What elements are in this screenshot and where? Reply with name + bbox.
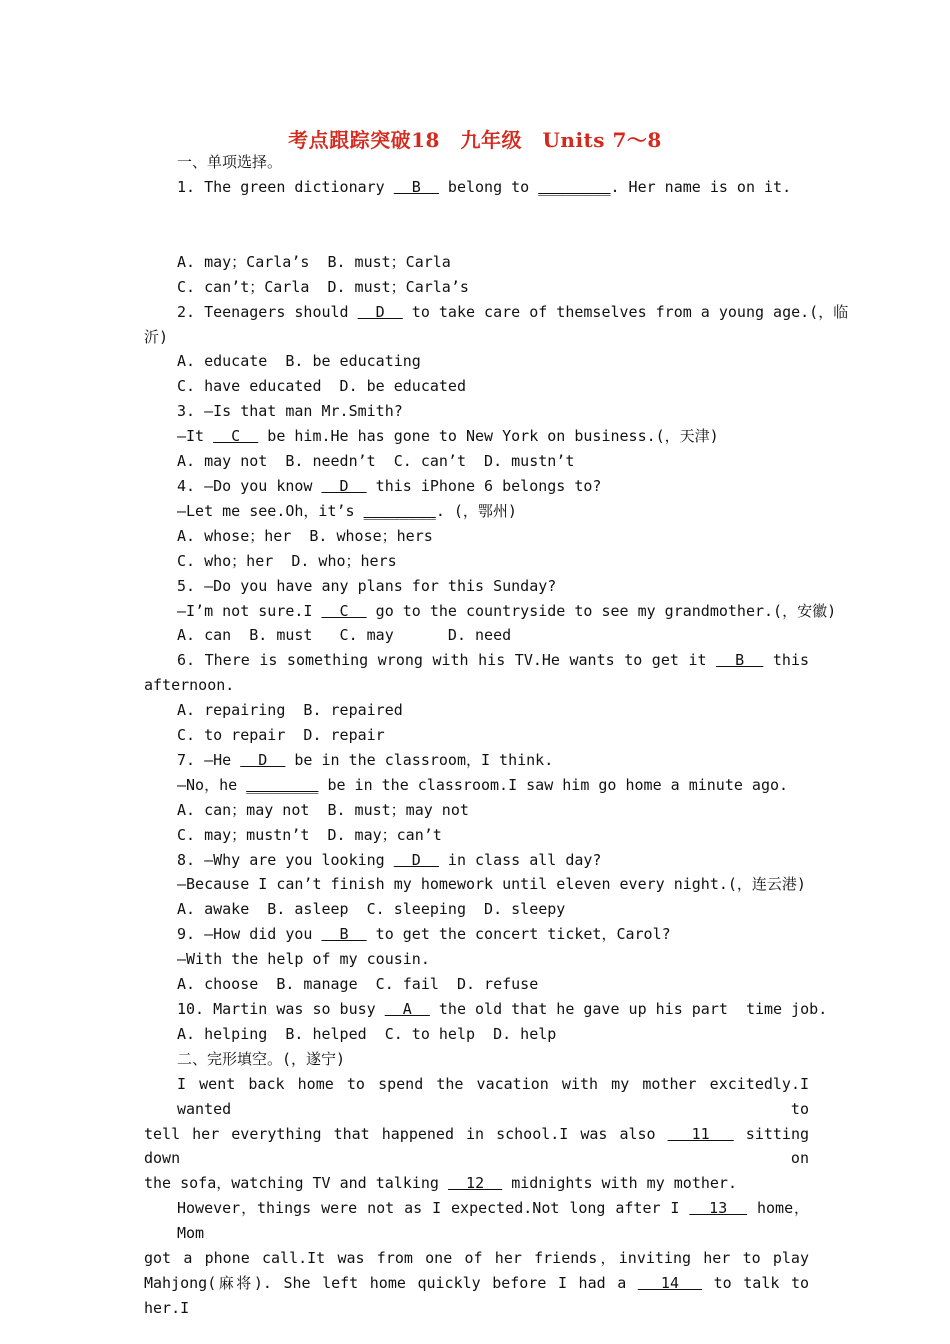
question-4-reply: —Let me see.Oh，it’s ________. (，鄂州) (177, 501, 517, 520)
answer-3: C (213, 427, 259, 446)
answer-5: C (321, 601, 367, 620)
question-9-reply: —With the help of my cousin. (177, 950, 430, 969)
answer-7: D (240, 750, 286, 769)
question-10: 10. Martin was so busy A the old that he gave up his part time job. (177, 1000, 828, 1018)
question-9-options: A. choose B. manage C. fail D. refuse (177, 975, 539, 994)
blank-14: 14 (637, 1273, 703, 1292)
question-2-cont: 沂) (144, 327, 169, 346)
question-10-options: A. helping B. helped C. to help D. help (177, 1024, 557, 1043)
blank-12: 12 (448, 1174, 503, 1193)
question-4-options-1: A. whose；her B. whose；hers (177, 526, 433, 545)
page-title: 考点跟踪突破18 九年级 Units 7～8 (288, 128, 662, 152)
question-1-options-1: A. may；Carla’s B. must；Carla (177, 252, 451, 271)
answer-9: B (321, 925, 367, 944)
cloze-paragraph-2-line-2: got a phone call.It was from one of her friends，inviting her to play (144, 1249, 809, 1268)
cloze-paragraph-1-line-1: I went back home to spend the vacation with my mother excitedly.I wanted to (177, 1074, 809, 1118)
question-3-options: A. may not B. needn’t C. can’t D. mustn’t (177, 452, 575, 471)
question-7-options-1: A. can；may not B. must；may not (177, 800, 469, 819)
question-7-options-2: C. may；mustn’t D. may；can’t (177, 825, 442, 844)
question-4-options-2: C. who；her D. who；hers (177, 551, 397, 570)
question-3: 3. —Is that man Mr.Smith? (177, 402, 403, 421)
question-7: 7. —He D be in the classroom，I think. (177, 750, 554, 769)
question-5: 5. —Do you have any plans for this Sunday? (177, 576, 557, 595)
cloze-paragraph-1-line-2: tell her everything that happened in school.I was also 11 sitting down on (144, 1124, 810, 1168)
question-7-reply: —No，he ________ be in the classroom.I saw him go home a minute ago. (177, 775, 789, 794)
blank-11: 11 (667, 1124, 734, 1143)
blank-13: 13 (689, 1199, 748, 1218)
question-6: 6. There is something wrong with his TV.He wants to get it B this (177, 651, 810, 670)
question-4: 4. —Do you know D this iPhone 6 belongs to? (177, 476, 602, 495)
question-2: 2. Teenagers should D to take care of themselves from a young age.(，临 (177, 302, 849, 321)
question-6-options-1: A. repairing B. repaired (177, 701, 403, 720)
question-6-options-2: C. to repair D. repair (177, 726, 385, 745)
question-1: 1. The green dictionary B belong to ________. Her name is on it. (177, 177, 792, 196)
answer-4: D (321, 476, 367, 495)
question-2-options-2: C. have educated D. be educated (177, 377, 466, 396)
answer-1: B (393, 177, 439, 196)
question-8: 8. —Why are you looking D in class all day? (177, 850, 602, 869)
question-5-reply: —I’m not sure.I C go to the countryside to see my grandmother.(，安徽) (177, 601, 837, 620)
answer-8: D (393, 850, 439, 869)
answer-2: D (357, 302, 403, 321)
section-heading-2: 二、完形填空。(，遂宁) (177, 1049, 346, 1068)
cloze-paragraph-1-line-3: the sofa，watching TV and talking 12 midnights with my mother. (144, 1174, 737, 1193)
answer-6: B (716, 651, 764, 670)
question-2-options-1: A. educate B. be educating (177, 352, 421, 371)
cloze-paragraph-2-line-3: Mahjong(麻将). She left home quickly before I had a 14 to talk to her.I (144, 1273, 810, 1317)
question-5-options: A. can B. must C. may D. need (177, 626, 512, 645)
section-heading-1: 一、单项选择。 (177, 153, 283, 171)
question-3-reply: —It C be him.He has gone to New York on business.(，天津) (177, 427, 719, 446)
exercise-content (144, 150, 849, 1321)
question-9: 9. —How did you B to get the concert ticket，Carol? (177, 925, 671, 944)
question-6-cont: afternoon. (144, 676, 235, 695)
question-8-options: A. awake B. asleep C. sleeping D. sleepy (177, 900, 566, 919)
cloze-paragraph-2-line-1: However，things were not as I expected.Not long after I 13 home，Mom (177, 1199, 809, 1243)
question-8-reply: —Because I can’t finish my homework until eleven every night.(，连云港) (177, 875, 806, 894)
question-1-options-2: C. can’t；Carla D. must；Carla’s (177, 277, 469, 296)
answer-10: A (384, 1000, 430, 1018)
